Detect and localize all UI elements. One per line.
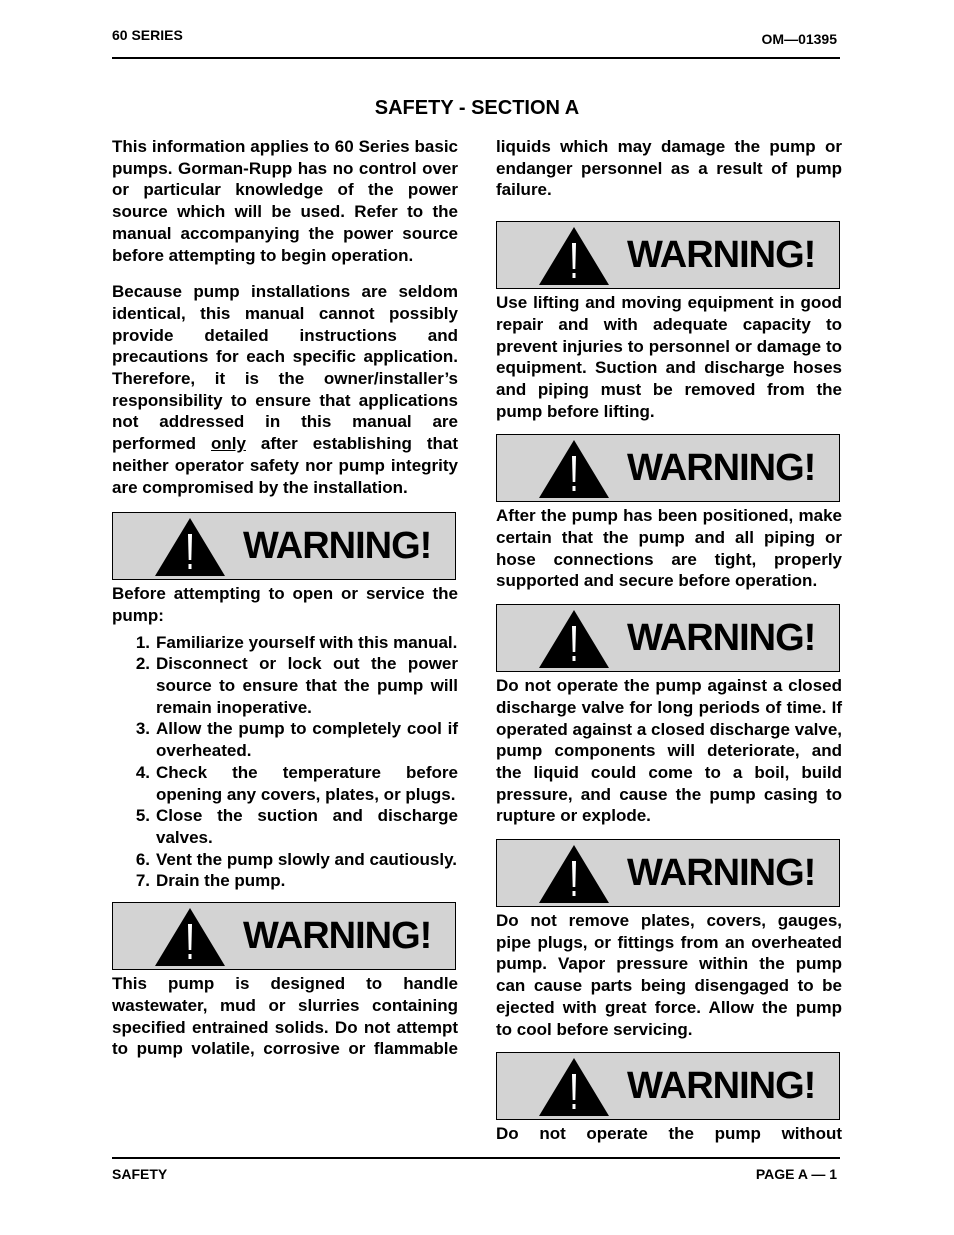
- list-item-text: Disconnect or lock out the power source to ensure that the pump will remain inoperative.: [156, 654, 458, 717]
- warning-label: WARNING!: [627, 852, 816, 895]
- intro-underlined-word: only: [211, 434, 246, 454]
- list-item: [112, 870, 458, 892]
- right-column: [496, 136, 842, 1145]
- list-item: [112, 632, 458, 654]
- header-series: 60 SERIES: [112, 27, 183, 43]
- list-item-text: Allow the pump to completely cool if overheated.: [156, 719, 458, 761]
- warning-triangle-icon: [537, 225, 611, 287]
- warning-triangle-icon: [153, 906, 227, 968]
- intro-paragraph-2-part-b: after establishing that neither operator safety nor pump integrity are compromised by the installation.: [112, 434, 458, 497]
- warning-triangle-icon: [537, 608, 611, 670]
- warning-1-lead: Before attempting to open or service the pump:: [112, 584, 458, 625]
- warning-triangle-icon: [537, 438, 611, 500]
- warning-triangle-icon: [153, 516, 227, 578]
- list-item-number: 4.: [135, 762, 150, 782]
- intro-paragraph-2-part-a: Because pump installations are seldom identical, this manual cannot possibly provide detailed instructions and precautions for each specific application. Therefore, it is the owner/installer’s responsibility to ensure that applications not addressed in this manual are performed: [112, 282, 458, 454]
- list-item-number: 1.: [135, 632, 150, 652]
- warning-triangle-icon: [537, 1056, 611, 1118]
- list-item: [112, 653, 458, 718]
- service-steps-list: [112, 632, 458, 892]
- list-item-number: 5.: [135, 806, 150, 826]
- intro-paragraph-2: [112, 281, 458, 498]
- warning-2-text: This pump is designed to handle wastewater, mud or slurries containing specified entrained solids. Do not attempt to pump volatile, corrosive or flammable: [112, 974, 458, 1059]
- warning-box-3: [496, 221, 840, 289]
- warning-box-6: [496, 839, 840, 907]
- warning-box-7: [496, 1052, 840, 1120]
- list-item: [112, 849, 458, 871]
- warning-box-1: [112, 512, 456, 580]
- list-item-number: 3.: [135, 719, 150, 739]
- list-item: [112, 718, 458, 761]
- left-column: [112, 136, 458, 1060]
- header-rule: [112, 57, 840, 59]
- list-item: [112, 805, 458, 848]
- page-title: SAFETY - SECTION A: [374, 97, 580, 119]
- warning-label: WARNING!: [243, 525, 432, 568]
- warning-box-4: [496, 434, 840, 502]
- warning-3-text: Use lifting and moving equipment in good repair and with adequate capacity to prevent injuries to personnel or damage to equipment. Suction and discharge hoses and piping must be removed from the pump before lifting.: [496, 293, 842, 421]
- warning-6-text: Do not remove plates, covers, gauges, pipe plugs, or fittings from an overheated pump. Vapor pressure within the pump can cause parts being disengaged to be ejected with great force. Allow the pump to cool before servicing.: [496, 911, 842, 1039]
- warning-label: WARNING!: [627, 447, 816, 490]
- continued-text: liquids which may damage the pump or endanger personnel as a result of pump failure.: [496, 137, 842, 200]
- list-item-text: Close the suction and discharge valves.: [156, 806, 458, 847]
- list-item-number: 7.: [135, 871, 150, 891]
- warning-label: WARNING!: [627, 617, 816, 660]
- footer-page-number: PAGE A — 1: [755, 1166, 837, 1182]
- warning-triangle-icon: [537, 843, 611, 905]
- list-item-number: 6.: [135, 849, 150, 869]
- header-doc-number: OM—01395: [761, 31, 837, 47]
- list-item-number: 2.: [135, 654, 150, 674]
- warning-box-5: [496, 604, 840, 672]
- warning-7-text: Do not operate the pump without: [496, 1124, 842, 1144]
- intro-paragraph-1: This information applies to 60 Series basic pumps. Gorman-Rupp has no control over or particular knowledge of the power source which will be used. Refer to the manual accompanying the power source before attempting to begin operation.: [112, 137, 458, 265]
- list-item-text: Vent the pump slowly and cautiously.: [156, 849, 458, 869]
- footer-section: SAFETY: [112, 1166, 168, 1182]
- list-item: [112, 762, 458, 805]
- warning-label: WARNING!: [243, 915, 432, 958]
- list-item-text: Drain the pump.: [156, 871, 286, 891]
- list-item-text: Check the temperature before opening any covers, plates, or plugs.: [156, 762, 458, 804]
- footer-rule: [112, 1157, 840, 1159]
- warning-label: WARNING!: [627, 234, 816, 277]
- list-item-text: Familiarize yourself with this manual.: [156, 632, 458, 652]
- warning-box-2: [112, 902, 456, 970]
- warning-5-text: Do not operate the pump against a closed discharge valve for long periods of time. If operated against a closed discharge valve, pump components will deteriorate, and the liquid could come to a boil, build pressure, and cause the pump casing to rupture or explode.: [496, 676, 842, 826]
- warning-label: WARNING!: [627, 1065, 816, 1108]
- warning-4-text: After the pump has been positioned, make certain that the pump and all piping or hose connections are tight, properly supported and secure before operation.: [496, 506, 842, 591]
